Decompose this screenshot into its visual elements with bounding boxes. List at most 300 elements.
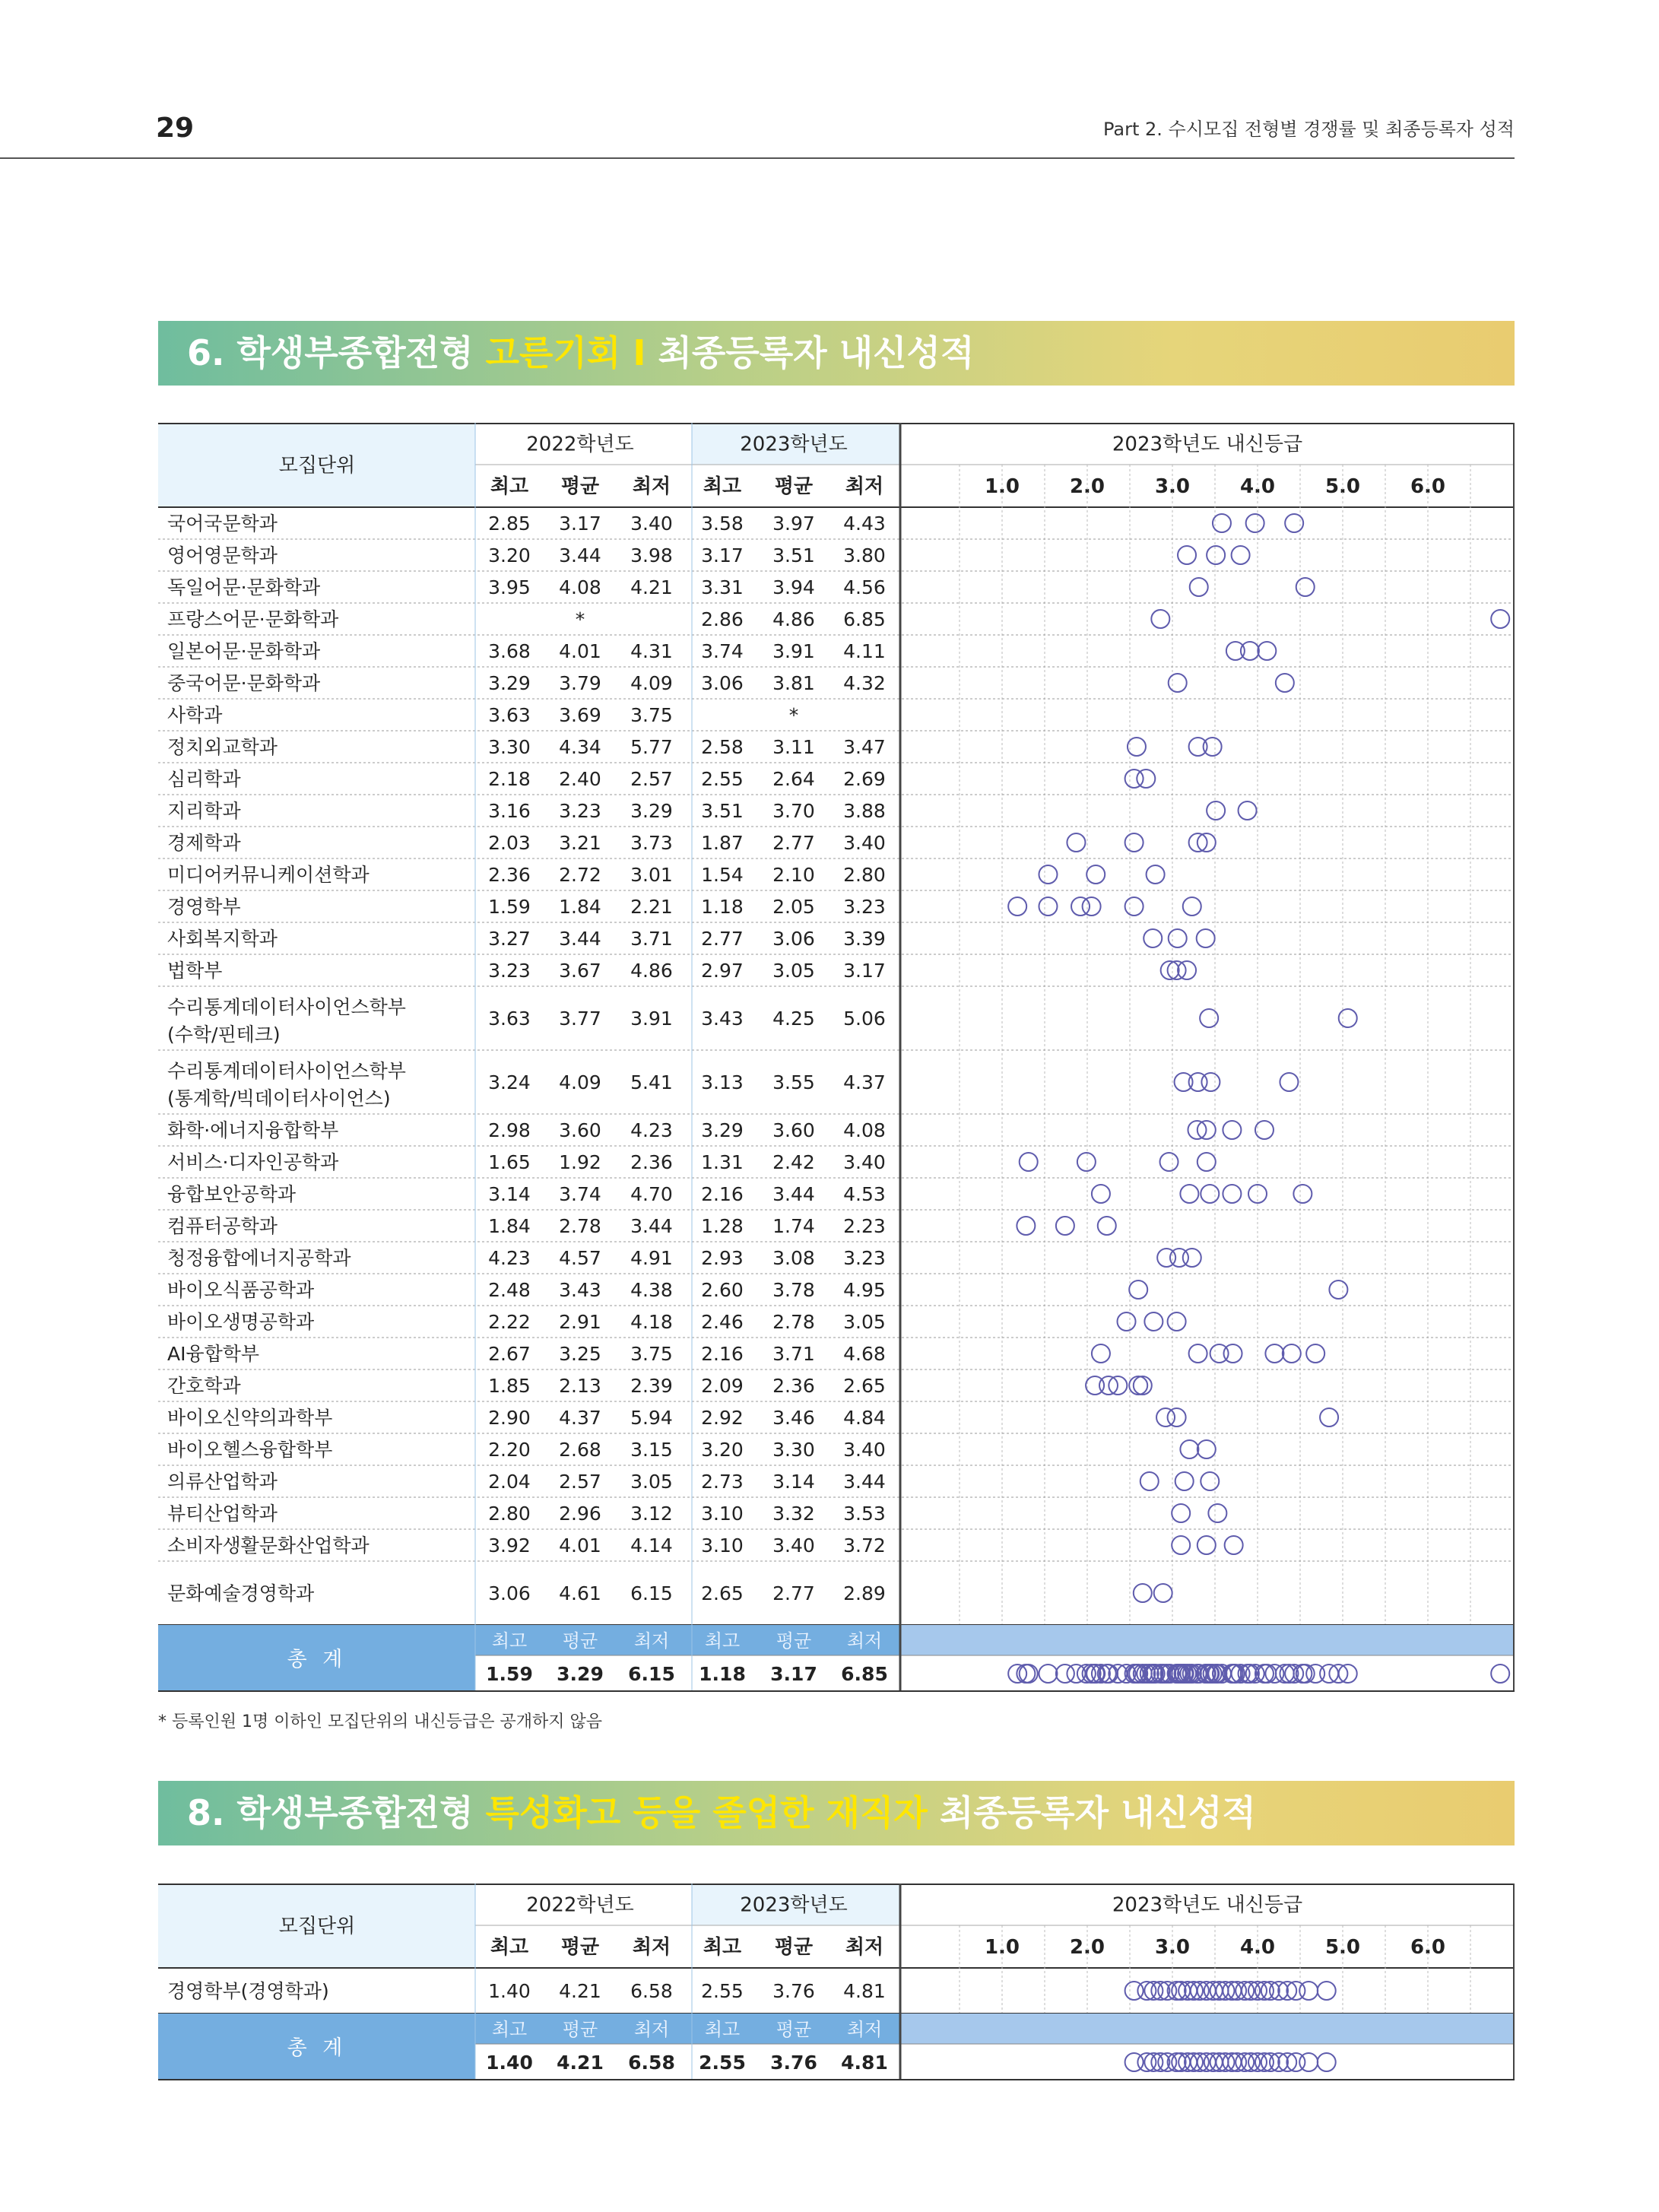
sec6-total-stat-label: 평균 — [776, 1630, 812, 1652]
sec8-total-value: 2.55 — [699, 2052, 746, 2074]
sec6-cell: 3.77 — [559, 1008, 601, 1030]
sec6-cell: 2.91 — [559, 1311, 601, 1333]
sec6-cell: 3.20 — [488, 544, 531, 566]
sec6-grade-circle — [1276, 674, 1294, 692]
sec6-cell: 3.29 — [488, 672, 531, 694]
sec6-total-chart-bg — [900, 1625, 1515, 1655]
sec6-row-name: 미디어커뮤니케이션학과 — [167, 864, 370, 886]
sec6-grade-circle — [1129, 1281, 1147, 1299]
sec6-grade-circle — [1125, 833, 1144, 852]
header-rule — [0, 157, 1515, 159]
sec6-row-name: 일본어문·문화학과 — [167, 640, 321, 662]
sec6-cell: 3.23 — [843, 896, 886, 918]
sec8-total-value: 3.76 — [770, 2052, 817, 2074]
sec6-cell: 2.36 — [772, 1375, 815, 1397]
sec6-grade-circle — [1183, 897, 1201, 916]
running-title: Part 2. 수시모집 전형별 경쟁률 및 최종등록자 성적 — [1103, 119, 1515, 140]
sec6-cell: 2.80 — [488, 1503, 531, 1525]
sec6-grade-circle — [1190, 578, 1208, 596]
sec8-axis-label: 1.0 — [984, 1936, 1020, 1959]
sec6-cell: 2.65 — [843, 1375, 886, 1397]
sec6-row-name: 프랑스어문·문화학과 — [167, 608, 339, 630]
sec6-grade-circle — [1144, 1312, 1163, 1331]
sec6-cell: 3.63 — [488, 1008, 531, 1030]
sec6-grade-circle — [1329, 1281, 1347, 1299]
sec6-grade-circle — [1154, 1584, 1172, 1602]
sec6-cell: 4.43 — [843, 513, 886, 535]
sec8-unit-header: 모집단위 — [278, 1915, 356, 1938]
sec6-grade-circle — [1223, 1121, 1241, 1139]
sec6-cell: 3.27 — [488, 928, 531, 950]
sec6-cell: 2.46 — [701, 1311, 744, 1333]
sec6-total-grade-circle — [1491, 1665, 1509, 1683]
sec6-cell: 3.58 — [701, 513, 744, 535]
sec6-grade-circle — [1207, 801, 1225, 820]
sec8-cell: 2.55 — [701, 1980, 744, 2002]
sec6-cell: 3.75 — [630, 704, 673, 726]
sec6-cell: 4.01 — [559, 1534, 601, 1557]
sec6-cell: 3.12 — [630, 1503, 673, 1525]
sec6-grade-circle — [1134, 1376, 1152, 1395]
sec6-cell: 3.11 — [772, 736, 815, 758]
sec6-cell: 2.22 — [488, 1311, 531, 1333]
sec6-col-label: 최고 — [490, 475, 529, 498]
sec6-cell: 4.86 — [772, 608, 815, 630]
sec6-cell: 3.40 — [843, 1151, 886, 1173]
sec6-row-name: 바이오신약의과학부 — [167, 1407, 333, 1429]
sec6-cell: 1.54 — [701, 864, 744, 886]
sec6-cell: 4.23 — [630, 1119, 673, 1141]
sec6-cell: 3.44 — [843, 1471, 886, 1493]
sec6-cell: 3.91 — [772, 640, 815, 662]
sec6-cell: 3.05 — [630, 1471, 673, 1493]
sec6-cell: 1.85 — [488, 1375, 531, 1397]
sec6-cell: 2.80 — [843, 864, 886, 886]
sec6-total-value: 3.17 — [770, 1663, 817, 1685]
sec6-cell: 3.78 — [772, 1279, 815, 1301]
sec6-cell: 4.53 — [843, 1183, 886, 1205]
sec6-cell: 2.92 — [701, 1407, 744, 1429]
sec6-cell: 5.94 — [630, 1407, 673, 1429]
sec6-year-2022: 2022학년도 — [526, 433, 634, 456]
sec8-grade-circle — [1318, 1982, 1336, 2000]
sec6-row-name: 의류산업학과 — [167, 1471, 278, 1493]
sec6-cell: 3.24 — [488, 1071, 531, 1093]
sec6-cell: 3.23 — [559, 800, 601, 822]
sec6-grade-circle — [1168, 1312, 1186, 1331]
sec6-cell: 3.67 — [559, 960, 601, 982]
sec6-grade-circle — [1178, 546, 1196, 564]
sec6-total-grade-circle — [1265, 1665, 1283, 1683]
sec6-cell: 4.32 — [843, 672, 886, 694]
sec6-cell: 1.74 — [772, 1215, 815, 1237]
sec6-row-name: 화학·에너지융합학부 — [167, 1119, 339, 1141]
sec6-cell: 4.37 — [559, 1407, 601, 1429]
sec6-grade-circle — [1491, 610, 1509, 628]
sec8-cell: 4.81 — [843, 1980, 886, 2002]
sec6-cell: 2.20 — [488, 1439, 531, 1461]
sec6-grade-circle — [1285, 514, 1303, 532]
sec6-cell: 3.60 — [559, 1119, 601, 1141]
sec6-grade-circle — [1140, 1472, 1159, 1490]
sec6-row-name: 정치외교학과 — [167, 736, 278, 758]
sec6-grade-circle — [1118, 1312, 1136, 1331]
sec6-cell: 2.42 — [772, 1151, 815, 1173]
sec6-axis-label: 3.0 — [1154, 475, 1191, 498]
sec6-cell: 4.37 — [843, 1071, 886, 1093]
sec6-cell: 3.23 — [843, 1247, 886, 1269]
sec6-grade-circle — [1020, 1153, 1038, 1171]
sec6-cell: 3.05 — [772, 960, 815, 982]
section-8-title — [158, 1781, 1515, 1845]
sec6-cell: 3.44 — [559, 544, 601, 566]
sec6-grade-circle — [1200, 1009, 1218, 1027]
sec6-grade-circle — [1201, 1073, 1220, 1091]
sec6-cell: 6.85 — [843, 608, 886, 630]
sec6-row-name: 간호학과 — [167, 1375, 241, 1397]
sec6-grade-circle — [1265, 1344, 1283, 1363]
sec6-axis-label: 2.0 — [1069, 475, 1105, 498]
sec6-cell: 3.97 — [772, 513, 815, 535]
sec6-col-label: 최저 — [632, 475, 671, 498]
sec6-cell: 2.13 — [559, 1375, 601, 1397]
sec6-cell: 1.18 — [701, 896, 744, 918]
sec6-cell: 4.18 — [630, 1311, 673, 1333]
sec6-cell: 3.21 — [559, 832, 601, 854]
sec6-cell: 2.60 — [701, 1279, 744, 1301]
sec6-grade-circle — [1339, 1009, 1357, 1027]
sec6-cell: 3.23 — [488, 960, 531, 982]
page-number: 29 — [156, 113, 195, 144]
sec6-row-name: 융합보안공학과 — [167, 1183, 297, 1205]
section-6-title-highlight: 고른기회 Ⅰ — [485, 332, 646, 373]
sec6-grade-circle — [1175, 1073, 1193, 1091]
sec6-cell: 2.03 — [488, 832, 531, 854]
footnote: * 등록인원 1명 이하인 모집단위의 내신등급은 공개하지 않음 — [158, 1712, 602, 1731]
sec6-cell: 2.36 — [630, 1151, 673, 1173]
sec6-grade-circle — [1241, 642, 1259, 660]
sec6-cell: 2.98 — [488, 1119, 531, 1141]
sec8-total-value: 6.58 — [628, 2052, 675, 2074]
sec6-row-name-sub: (수학/핀테크) — [167, 1023, 281, 1046]
sec6-cell: 1.59 — [488, 896, 531, 918]
sec6-grade-circle — [1280, 1073, 1298, 1091]
sec6-cell: 2.39 — [630, 1375, 673, 1397]
sec6-cell: 2.48 — [488, 1279, 531, 1301]
sec8-total-stat-label: 평균 — [776, 2019, 812, 2040]
sec6-total-stats-bg — [475, 1625, 900, 1655]
sec6-cell: 1.92 — [559, 1151, 601, 1173]
sec8-total-value: 1.40 — [486, 2052, 533, 2074]
sec6-year-2023: 2023학년도 — [740, 433, 848, 456]
sec6-grade-circle — [1067, 833, 1085, 852]
sec6-cell: 3.13 — [701, 1071, 744, 1093]
sec6-cell: 4.57 — [559, 1247, 601, 1269]
sec6-total-value: 3.29 — [557, 1663, 604, 1685]
sec6-row-name: 청정융합에너지공학과 — [167, 1247, 351, 1269]
sec6-col-label: 최고 — [703, 475, 742, 498]
sec6-row-name: 사회복지학과 — [167, 928, 278, 950]
sec6-cell: 2.55 — [701, 768, 744, 790]
sec6-grade-circle — [1208, 1504, 1226, 1522]
sec6-cell: 4.34 — [559, 736, 601, 758]
sec6-grade-circle — [1169, 929, 1187, 947]
sec6-total-value: 1.18 — [699, 1663, 746, 1685]
sec6-row-name: 중국어문·문화학과 — [167, 672, 321, 694]
sec6-cell: 2.18 — [488, 768, 531, 790]
sec6-grade-circle — [1232, 546, 1250, 564]
sec6-cell: 2.69 — [843, 768, 886, 790]
sec6-cell: 3.06 — [772, 928, 815, 950]
sec6-cell: 2.77 — [701, 928, 744, 950]
sec6-cell: 3.30 — [772, 1439, 815, 1461]
sec8-total-stat-label: 최저 — [846, 2019, 883, 2040]
sec6-cell: 2.05 — [772, 896, 815, 918]
sec6-grade-circle — [1225, 1536, 1243, 1554]
sec6-cell: 3.29 — [701, 1119, 744, 1141]
sec6-cell: 3.91 — [630, 1008, 673, 1030]
sec6-row-name: AI융합학부 — [167, 1343, 260, 1365]
sec6-grade-circle — [1017, 1217, 1035, 1235]
sec6-cell: 4.01 — [559, 640, 601, 662]
sec6-cell: 4.31 — [630, 640, 673, 662]
sec6-grade-circle — [1039, 897, 1057, 916]
sec6-cell: 3.43 — [701, 1008, 744, 1030]
sec6-cell: 2.73 — [701, 1471, 744, 1493]
sec6-cell: 2.90 — [488, 1407, 531, 1429]
sec6-cell: 4.91 — [630, 1247, 673, 1269]
sec8-total-stat-label: 최고 — [704, 2019, 741, 2040]
sec6-cell: 4.68 — [843, 1343, 886, 1365]
sec6-cell: 2.21 — [630, 896, 673, 918]
sec6-cell: 1.31 — [701, 1151, 744, 1173]
sec6-cell: 6.15 — [630, 1582, 673, 1604]
sec8-year-2022: 2022학년도 — [526, 1893, 634, 1917]
sec6-grade-circle — [1189, 1344, 1207, 1363]
sec8-cell: 4.21 — [559, 1980, 601, 2002]
sec6-grade-circle — [1077, 1153, 1096, 1171]
sec8-axis-label: 4.0 — [1239, 1936, 1276, 1959]
sec6-total-value: 6.15 — [628, 1663, 675, 1685]
sec6-cell: 1.28 — [701, 1215, 744, 1237]
sec6-row-name: 소비자생활문화산업학과 — [167, 1534, 370, 1557]
sec6-cell: 3.47 — [843, 736, 886, 758]
sec6-grade-circle — [1197, 1440, 1216, 1458]
sec6-cell: 3.30 — [488, 736, 531, 758]
sec6-cell: 2.93 — [701, 1247, 744, 1269]
sec6-cell: 3.63 — [488, 704, 531, 726]
sec6-cell: 3.14 — [488, 1183, 531, 1205]
sec6-grade-circle — [1137, 770, 1155, 788]
sec6-cell: 4.21 — [630, 576, 673, 598]
sec6-cell: 4.09 — [630, 672, 673, 694]
sec6-cell: 2.89 — [843, 1582, 886, 1604]
sec6-cell: 2.57 — [559, 1471, 601, 1493]
sec6-grade-circle — [1147, 865, 1165, 884]
sec8-cell: 1.40 — [488, 1980, 531, 2002]
sec8-total-label: 총 계 — [287, 2036, 347, 2060]
sec6-cell: 4.38 — [630, 1279, 673, 1301]
sec6-chart-title: 2023학년도 내신등급 — [1112, 433, 1303, 456]
page-header — [0, 0, 1659, 163]
sec6-cell: 4.11 — [843, 640, 886, 662]
sec6-cell: 3.51 — [772, 544, 815, 566]
sec6-cell: 4.09 — [559, 1071, 601, 1093]
sec6-grade-circle — [1180, 1185, 1198, 1203]
sec6-cell: 3.73 — [630, 832, 673, 854]
sec6-cell: 3.72 — [843, 1534, 886, 1557]
sec6-cell: 1.84 — [559, 896, 601, 918]
sec6-total-value: 6.85 — [841, 1663, 888, 1685]
sec6-grade-circle — [1201, 1185, 1219, 1203]
sec8-axis-label: 6.0 — [1410, 1936, 1446, 1959]
sec6-cell: 4.08 — [843, 1119, 886, 1141]
sec6-cell: 3.60 — [772, 1119, 815, 1141]
sec6-cell: 3.88 — [843, 800, 886, 822]
sec6-grade-circle — [1086, 865, 1105, 884]
sec8-total-stat-label: 최저 — [633, 2019, 670, 2040]
sec6-grade-circle — [1226, 642, 1245, 660]
sec6-cell: 4.56 — [843, 576, 886, 598]
sec6-total-stat-label: 평균 — [562, 1630, 598, 1652]
sec6-cell: 2.77 — [772, 832, 815, 854]
sec6-cell: 5.41 — [630, 1071, 673, 1093]
sec6-grade-circle — [1197, 1536, 1216, 1554]
section-8-title-highlight: 특성화고 등을 졸업한 재직자 — [485, 1792, 928, 1833]
sec6-cell: 4.08 — [559, 576, 601, 598]
sec6-cell: 3.10 — [701, 1534, 744, 1557]
sec6-grade-circle — [1178, 961, 1196, 979]
sec6-cell: 3.17 — [843, 960, 886, 982]
sec6-row-name: 독일어문·문화학과 — [167, 576, 321, 598]
sec6-grade-circle — [1175, 1472, 1194, 1490]
sec6-grade-circle — [1183, 1249, 1201, 1267]
sec6-row-name: 경제학과 — [167, 832, 241, 854]
sec6-cell: 2.65 — [701, 1582, 744, 1604]
sec8-svg — [158, 1884, 1515, 2080]
sec6-cell: 3.92 — [488, 1534, 531, 1557]
sec6-axis-label: 5.0 — [1324, 475, 1361, 498]
sec6-cell: 2.64 — [772, 768, 815, 790]
sec6-row-name: 심리학과 — [167, 768, 241, 790]
sec6-cell: 3.68 — [488, 640, 531, 662]
sec6-grade-circle — [1134, 1584, 1152, 1602]
sec6-grade-circle — [1246, 514, 1264, 532]
sec6-svg — [158, 423, 1515, 1692]
sec6-grade-circle — [1098, 1217, 1116, 1235]
sec6-grade-circle — [1160, 1153, 1178, 1171]
sec6-cell: 3.75 — [630, 1343, 673, 1365]
sec6-cell: 2.78 — [772, 1311, 815, 1333]
sec6-cell: 3.31 — [701, 576, 744, 598]
sec6-grade-circle — [1224, 1344, 1242, 1363]
sec6-cell: 1.65 — [488, 1151, 531, 1173]
sec6-cell: 3.74 — [559, 1183, 601, 1205]
sec6-row-name: 서비스·디자인공학과 — [167, 1151, 339, 1173]
sec6-grade-circle — [1239, 801, 1257, 820]
sec6-cell: 2.16 — [701, 1183, 744, 1205]
sec6-grade-circle — [1201, 1472, 1219, 1490]
sec6-cell: 3.25 — [559, 1343, 601, 1365]
sec6-cell: 3.32 — [772, 1503, 815, 1525]
sec6-cell: 3.71 — [630, 928, 673, 950]
sec8-axis-label: 2.0 — [1069, 1936, 1105, 1959]
sec6-grade-circle — [1144, 929, 1162, 947]
sec6-grade-circle — [1197, 929, 1215, 947]
sec6-cell: 1.87 — [701, 832, 744, 854]
sec6-grade-circle — [1258, 642, 1276, 660]
sec6-cell: 3.70 — [772, 800, 815, 822]
sec6-row-name: 바이오헬스융합학부 — [167, 1439, 333, 1461]
sec6-grade-circle — [1172, 1504, 1190, 1522]
sec6-cell: 5.06 — [843, 1008, 886, 1030]
sec6-grade-circle — [1306, 1344, 1324, 1363]
sec8-total-grade-circle — [1299, 2053, 1318, 2071]
sec6-grade-circle — [1255, 1121, 1274, 1139]
sec6-cell: 3.95 — [488, 576, 531, 598]
sec6-grade-circle — [1180, 1440, 1198, 1458]
sec6-row-name-sub: (통계학/빅데이터사이언스) — [167, 1087, 391, 1109]
section-8-title-suffix: 최종등록자 내신성적 — [927, 1792, 1256, 1833]
sec6-cell: 3.44 — [772, 1183, 815, 1205]
sec8-axis-label: 5.0 — [1324, 1936, 1361, 1959]
sec6-cell: 2.40 — [559, 768, 601, 790]
sec6-grade-circle — [1213, 514, 1231, 532]
sec6-cell: 2.72 — [559, 864, 601, 886]
sec6-row-name: 사학과 — [167, 704, 223, 726]
sec6-col-label: 평균 — [774, 475, 814, 498]
sec6-total-stat-label: 최저 — [633, 1630, 670, 1652]
sec6-cell: 2.96 — [559, 1503, 601, 1525]
sec6-cell: 2.57 — [630, 768, 673, 790]
sec8-col-label: 최고 — [703, 1936, 742, 1959]
section-8-title-prefix: 8. 학생부종합전형 — [187, 1792, 486, 1833]
sec6-cell: 1.84 — [488, 1215, 531, 1237]
sec6-cell: 2.36 — [488, 864, 531, 886]
section-6-title-prefix: 6. 학생부종합전형 — [187, 332, 486, 373]
sec6-cell: 2.04 — [488, 1471, 531, 1493]
sec6-cell: 2.68 — [559, 1439, 601, 1461]
sec6-cell: 3.40 — [772, 1534, 815, 1557]
sec8-col-label: 최고 — [490, 1936, 529, 1959]
sec6-axis-label: 4.0 — [1239, 475, 1276, 498]
sec6-cell: 3.98 — [630, 544, 673, 566]
sec6-cell: 2.67 — [488, 1343, 531, 1365]
sec6-grade-circle — [1293, 1185, 1312, 1203]
sec8-total-stat-label: 최고 — [491, 2019, 528, 2040]
sec6-cell: 3.71 — [772, 1343, 815, 1365]
sec6-row-name: 지리학과 — [167, 800, 241, 822]
sec6-grade-circle — [1008, 897, 1026, 916]
sec6-grade-circle — [1320, 1408, 1338, 1427]
sec6-cell: 4.86 — [630, 960, 673, 982]
sec6-cell: 3.20 — [701, 1439, 744, 1461]
sec6-cell: 3.74 — [701, 640, 744, 662]
sec6-cell: 2.23 — [843, 1215, 886, 1237]
sec6-cell: 3.46 — [772, 1407, 815, 1429]
sec6-grade-circle — [1197, 1153, 1216, 1171]
sec6-grade-circle — [1092, 1344, 1110, 1363]
sec6-cell: 3.10 — [701, 1503, 744, 1525]
sec8-total-value: 4.21 — [557, 2052, 604, 2074]
sec6-grade-circle — [1092, 1185, 1110, 1203]
sec6-grade-circle — [1151, 610, 1169, 628]
sec6-cell: 3.44 — [630, 1215, 673, 1237]
sec6-cell: 2.78 — [559, 1215, 601, 1237]
sec8-col-label: 평균 — [774, 1936, 814, 1959]
sec8-col-label: 최저 — [632, 1936, 671, 1959]
sec6-cell: 3.43 — [559, 1279, 601, 1301]
